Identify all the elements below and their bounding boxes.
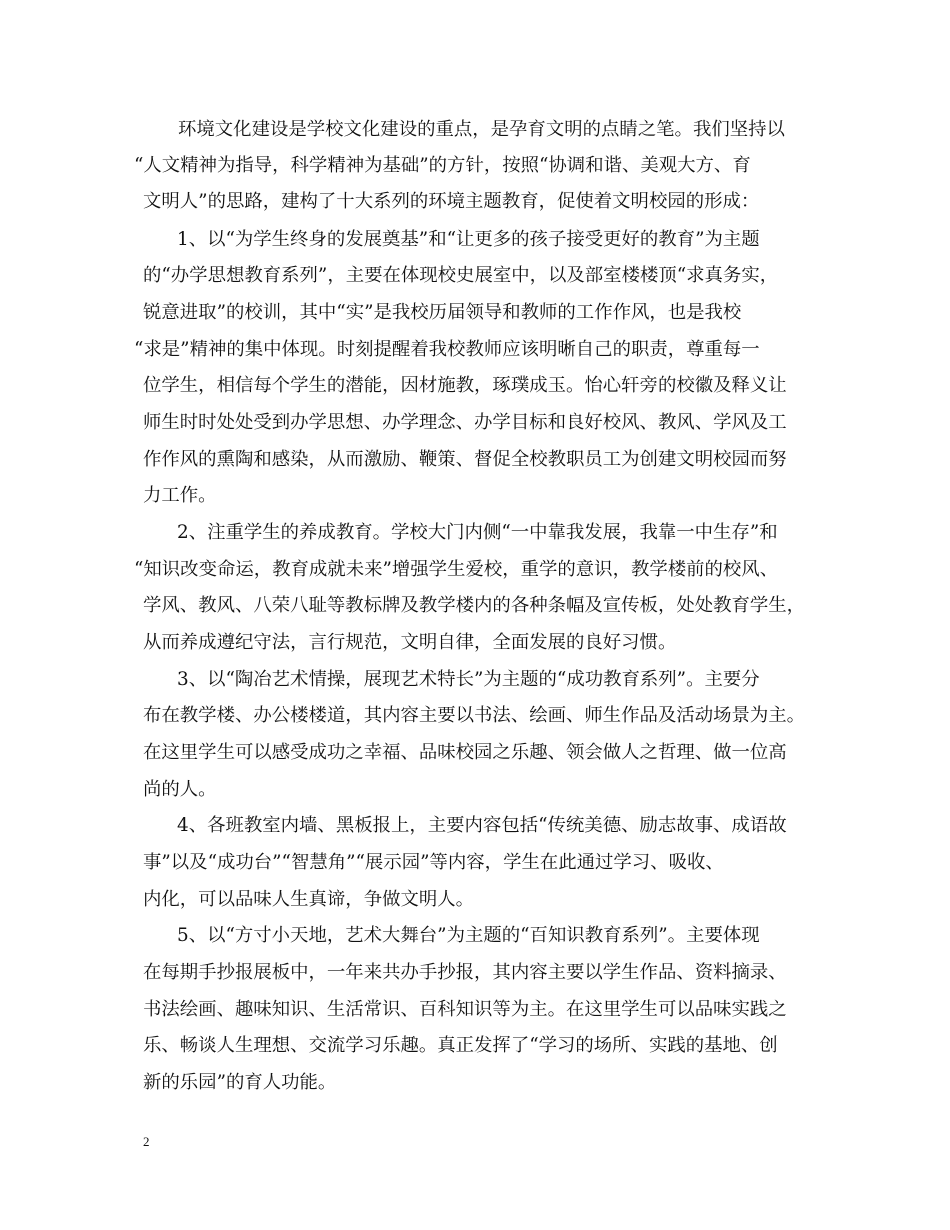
text-line: 尚的人。 (143, 779, 217, 800)
text-line: 4、各班教室内墙、黑板报上，主要内容包括“传统美德、励志故事、成语故 (177, 815, 787, 836)
text-line: 作作风的熏陶和感染，从而激励、鞭策、督促全校教职员工为创建文明校园而努 (143, 449, 787, 470)
text-line: 位学生，相信每个学生的潜能，因材施教，琢璞成玉。怡心轩旁的校徽及释义让 (143, 375, 787, 396)
text-line: 事”以及“成功台”“智慧角”“展示园”等内容，学生在此通过学习、吸收、 (143, 852, 724, 873)
text-line: 力工作。 (143, 485, 217, 506)
text-line: 从而养成遵纪守法，言行规范，文明自律，全面发展的良好习惯。 (143, 632, 677, 653)
text-line: 1、以“为学生终身的发展奠基”和“让更多的孩子接受更好的教育”为主题 (177, 229, 760, 250)
text-line: “知识改变命运，教育成就未来”增强学生爱校，重学的意识，教学楼前的校风、 (134, 559, 779, 580)
text-line: 的“办学思想教育系列”，主要在体现校史展室中，以及部室楼楼顶“求真务实， (143, 265, 779, 286)
text-line: “求是”精神的集中体现。时刻提醒着我校教师应该明晰自己的职责，尊重每一 (134, 339, 760, 360)
text-line: 环境文化建设是学校文化建设的重点，是孕育文明的点睛之笔。我们坚持以 (178, 119, 785, 140)
text-line: 锐意进取”的校训，其中“实”是我校历届领导和教师的工作作风，也是我校 (143, 302, 742, 323)
text-line: 2、注重学生的养成教育。学校大门内侧“一中靠我发展，我靠一中生存”和 (177, 522, 778, 543)
text-line: 在每期手抄报展板中，一年来共办手抄报，其内容主要以学生作品、资料摘录、 (143, 962, 787, 983)
text-line: 学风、教风、八荣八耻等教标牌及教学楼内的各种条幅及宣传板，处处教育学生， (143, 595, 806, 616)
text-line: 布在教学楼、办公楼楼道，其内容主要以书法、绘画、师生作品及活动场景为主。 (143, 705, 806, 726)
text-line: 在这里学生可以感受成功之幸福、品味校园之乐趣、领会做人之哲理、做一位高 (143, 742, 787, 763)
text-line: 内化，可以品味人生真谛，争做文明人。 (143, 889, 475, 910)
text-line: 书法绘画、趣味知识、生活常识、百科知识等为主。在这里学生可以品味实践之 (143, 999, 787, 1020)
text-line: 乐、畅谈人生理想、交流学习乐趣。真正发挥了“学习的场所、实践的基地、创 (143, 1035, 778, 1056)
page-number: 2 (143, 1134, 150, 1149)
text-line: 文明人”的思路，建构了十大系列的环境主题教育，促使着文明校园的形成： (143, 191, 760, 212)
text-line: 新的乐园”的育人功能。 (143, 1072, 337, 1093)
text-line: 5、以“方寸小天地，艺术大舞台”为主题的“百知识教育系列”。主要体现 (177, 925, 760, 946)
text-line: “人文精神为指导，科学精神为基础”的方针，按照“协调和谐、美观大方、育 (134, 155, 751, 176)
text-line: 师生时时处处受到办学思想、办学理念、办学目标和良好校风、教风、学风及工 (143, 412, 787, 433)
text-line: 3、以“陶冶艺术情操，展现艺术特长”为主题的“成功教育系列”。主要分 (177, 669, 760, 690)
